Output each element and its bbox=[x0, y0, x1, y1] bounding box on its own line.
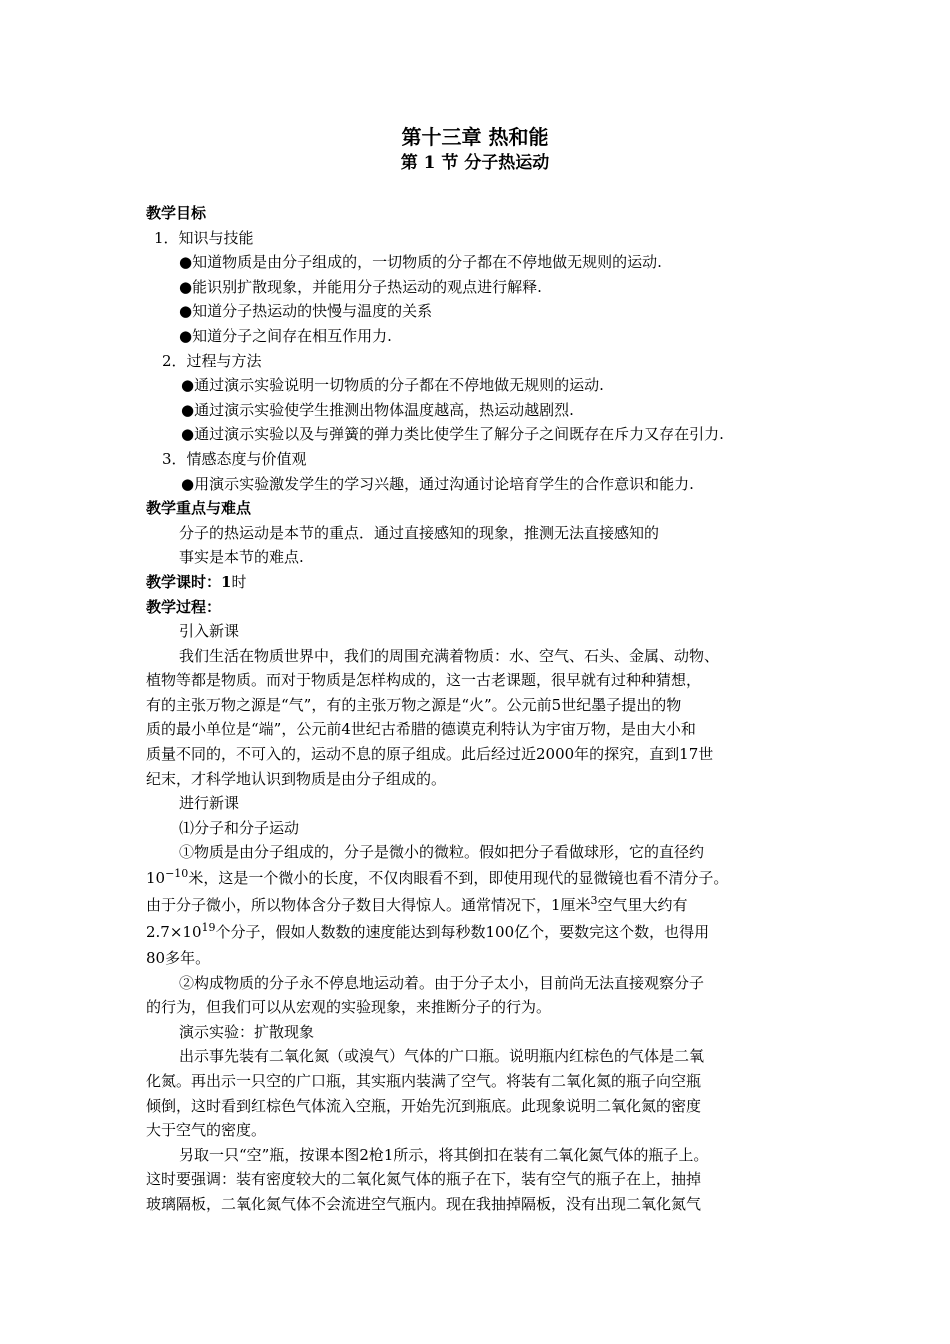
paragraph-line: 质的最小单位是“端”，公元前4世纪古希腊的德谟克利特认为宇宙万物，是由大小和 bbox=[146, 720, 696, 739]
section-title: 第 1 节 分子热运动 bbox=[400, 153, 550, 173]
attitude-heading: 3．情感态度与价值观 bbox=[162, 449, 307, 468]
class-hours-label: 教学课时： bbox=[146, 572, 222, 591]
process-method-item: ●通过演示实验使学生推测出物体温度越高，热运动越剧烈. bbox=[181, 400, 574, 419]
paragraph-line: 的行为，但我们可以从宏观的实验现象，来推断分子的行为。 bbox=[146, 998, 552, 1017]
new-lesson-heading: 进行新课 bbox=[179, 794, 240, 813]
key-points-text: 分子的热运动是本节的重点．通过直接感知的现象，推测无法直接感知的 bbox=[179, 523, 660, 542]
paragraph-line: 植物等都是物质。而对于物质是怎样构成的，这一古老课题，很早就有过种种猜想， bbox=[146, 671, 702, 690]
knowledge-heading: 1．知识与技能 bbox=[154, 228, 254, 247]
text-fragment: 空气里大约有 bbox=[597, 896, 688, 915]
objectives-heading: 教学目标 bbox=[146, 204, 207, 222]
paragraph-line: ①物质是由分子组成的，分子是微小的微粒。假如把分子看做球形，它的直径约 bbox=[179, 843, 705, 862]
text-fragment: 个分子，假如人数数的速度能达到每秒数100亿个，要数完这个数，也得用 bbox=[215, 923, 710, 942]
text-fragment: 2.7×10 bbox=[146, 923, 202, 942]
knowledge-item: ●知道分子之间存在相互作用力. bbox=[179, 326, 392, 345]
key-points-heading: 教学重点与难点 bbox=[146, 499, 252, 518]
text-fragment: 由于分子微小，所以物体含分子数目大得惊人。通常情况下，1厘米 bbox=[146, 896, 591, 915]
process-heading: 教学过程： bbox=[146, 597, 222, 616]
knowledge-item: ●能识别扩散现象，并能用分子热运动的观点进行解释. bbox=[179, 277, 542, 296]
paragraph-line: 倾倒，这时看到红棕色气体流入空瓶，开始先沉到瓶底。此现象说明二氧化氮的密度 bbox=[146, 1096, 702, 1115]
text-fragment: 米，这是一个微小的长度，不仅肉眼看不到，即使用现代的显微镜也看不清分子。 bbox=[188, 869, 729, 888]
superscript: 3 bbox=[590, 894, 598, 908]
paragraph-line: 我们生活在物质世界中，我们的周围充满着物质：水、空气、石头、金属、动物、 bbox=[179, 646, 720, 665]
attitude-item: ●用演示实验激发学生的学习兴趣，通过沟通讨论培育学生的合作意识和能力. bbox=[181, 474, 694, 493]
intro-heading: 引入新课 bbox=[179, 622, 240, 641]
paragraph-line: 玻璃隔板，二氧化氮气体不会流进空气瓶内。现在我抽掉隔板，没有出现二氧化氮气 bbox=[146, 1194, 702, 1213]
paragraph-line: 质量不同的，不可入的，运动不息的原子组成。此后经过近2000年的探究，直到17世 bbox=[146, 745, 714, 764]
class-hours-unit: 时 bbox=[231, 572, 247, 591]
paragraph-line bbox=[146, 892, 796, 919]
text-fragment: 10 bbox=[146, 869, 166, 888]
paragraph-line: 出示事先装有二氧化氮（或溴气）气体的广口瓶。说明瓶内红棕色的气体是二氧 bbox=[179, 1047, 705, 1066]
demo-heading: 演示实验：扩散现象 bbox=[179, 1022, 315, 1041]
paragraph-line: 化氮。再出示一只空的广口瓶，其实瓶内装满了空气。将装有二氧化氮的瓶子向空瓶 bbox=[146, 1072, 702, 1090]
class-hours bbox=[146, 570, 796, 595]
knowledge-item: ●知道分子热运动的快慢与温度的关系 bbox=[179, 302, 433, 321]
paragraph-line: ②构成物质的分子永不停息地运动着。由于分子太小，目前尚无法直接观察分子 bbox=[179, 973, 705, 992]
paragraph-line: 这时要强调：装有密度较大的二氧化氮气体的瓶子在下，装有空气的瓶子在上，抽掉 bbox=[146, 1170, 702, 1189]
superscript: 19 bbox=[201, 921, 216, 935]
paragraph-line bbox=[146, 919, 796, 946]
process-method-item: ●通过演示实验以及与弹簧的弹力类比使学生了解分子之间既存在斥力又存在引力. bbox=[181, 425, 724, 444]
title-block bbox=[0, 123, 950, 175]
paragraph-line: 有的主张万物之源是“气”，有的主张万物之源是“火”。公元前5世纪墨子提出的物 bbox=[146, 695, 682, 714]
paragraph-line: 另取一只“空”瓶，按课本图2枪1所示，将其倒扣在装有二氧化氮气体的瓶子上。 bbox=[179, 1145, 709, 1164]
paragraph-line: 80多年。 bbox=[146, 949, 211, 968]
chapter-title: 第十三章 热和能 bbox=[401, 125, 549, 149]
superscript: −10 bbox=[165, 867, 189, 881]
process-method-item: ●通过演示实验说明一切物质的分子都在不停地做无规则的运动. bbox=[181, 376, 604, 395]
process-method-heading: 2．过程与方法 bbox=[162, 351, 262, 370]
knowledge-item: ●知道物质是由分子组成的，一切物质的分子都在不停地做无规则的运动. bbox=[179, 253, 662, 272]
key-points-text: 事实是本节的难点. bbox=[179, 548, 304, 567]
subsection-heading: ⑴分子和分子运动 bbox=[179, 818, 300, 837]
class-hours-value: 1 bbox=[221, 572, 232, 591]
document-body bbox=[146, 201, 796, 1217]
paragraph-line: 纪末，才科学地认识到物质是由分子组成的。 bbox=[146, 769, 447, 788]
paragraph-line bbox=[146, 865, 796, 892]
paragraph-line: 大于空气的密度。 bbox=[146, 1121, 267, 1140]
